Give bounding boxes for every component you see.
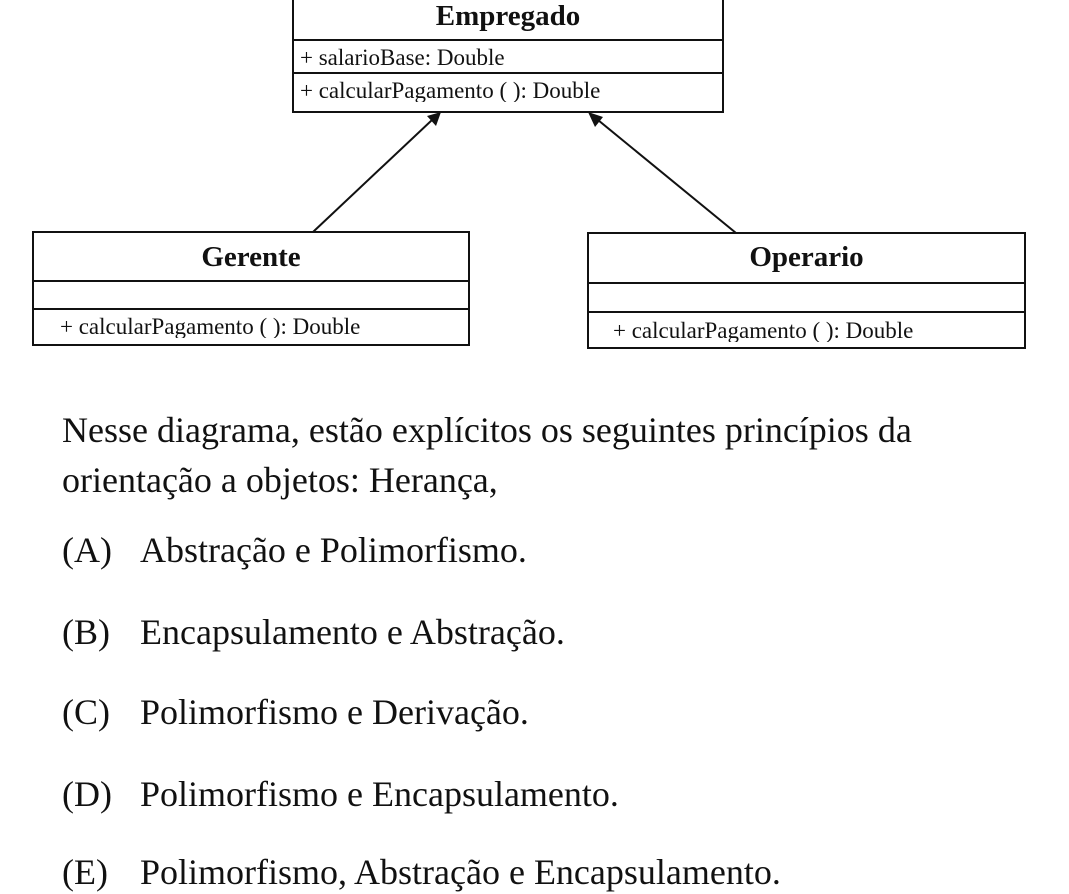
class-operations-empregado [294,74,722,102]
option-letter: (B) [62,612,110,652]
operation-calcularpagamento: + calcularPagamento ( ): Double [300,78,601,102]
option-letter: (A) [62,530,112,570]
option-text: Abstração e Polimorfismo. [140,530,527,570]
option-a[interactable] [62,528,527,572]
class-operations-gerente [34,310,468,338]
option-text: Polimorfismo, Abstração e Encapsulamento. [140,852,781,892]
option-text: Polimorfismo e Derivação. [140,692,529,732]
class-name-empregado: Empregado [294,0,722,41]
option-c[interactable] [62,690,529,734]
option-letter: (E) [62,852,108,892]
operation-calcularpagamento: + calcularPagamento ( ): Double [60,314,361,338]
class-operario [587,232,1026,349]
operario-generalization-line [598,120,736,233]
option-text: Polimorfismo e Encapsulamento. [140,774,619,814]
attribute-salariobase: + salarioBase: Double [300,45,505,70]
class-empregado [292,0,724,113]
class-gerente [32,231,470,346]
class-name-gerente: Gerente [34,233,468,282]
class-operations-operario [589,313,1024,342]
class-attributes-operario [589,284,1024,313]
class-name-operario: Operario [589,234,1024,284]
gerente-generalization-line [313,120,432,232]
operario-generalization-arrowhead [588,112,603,127]
option-d[interactable] [62,772,619,816]
class-attributes-gerente [34,282,468,310]
option-text: Encapsulamento e Abstração. [140,612,565,652]
operation-calcularpagamento: + calcularPagamento ( ): Double [613,318,914,342]
option-e[interactable] [62,850,781,894]
option-letter: (D) [62,774,112,814]
option-letter: (C) [62,692,110,732]
question-text: Nesse diagrama, estão explícitos os seguintes princípios da orientação a objetos: Herança, [62,410,912,500]
class-attributes-empregado [294,41,722,74]
option-b[interactable] [62,610,565,654]
